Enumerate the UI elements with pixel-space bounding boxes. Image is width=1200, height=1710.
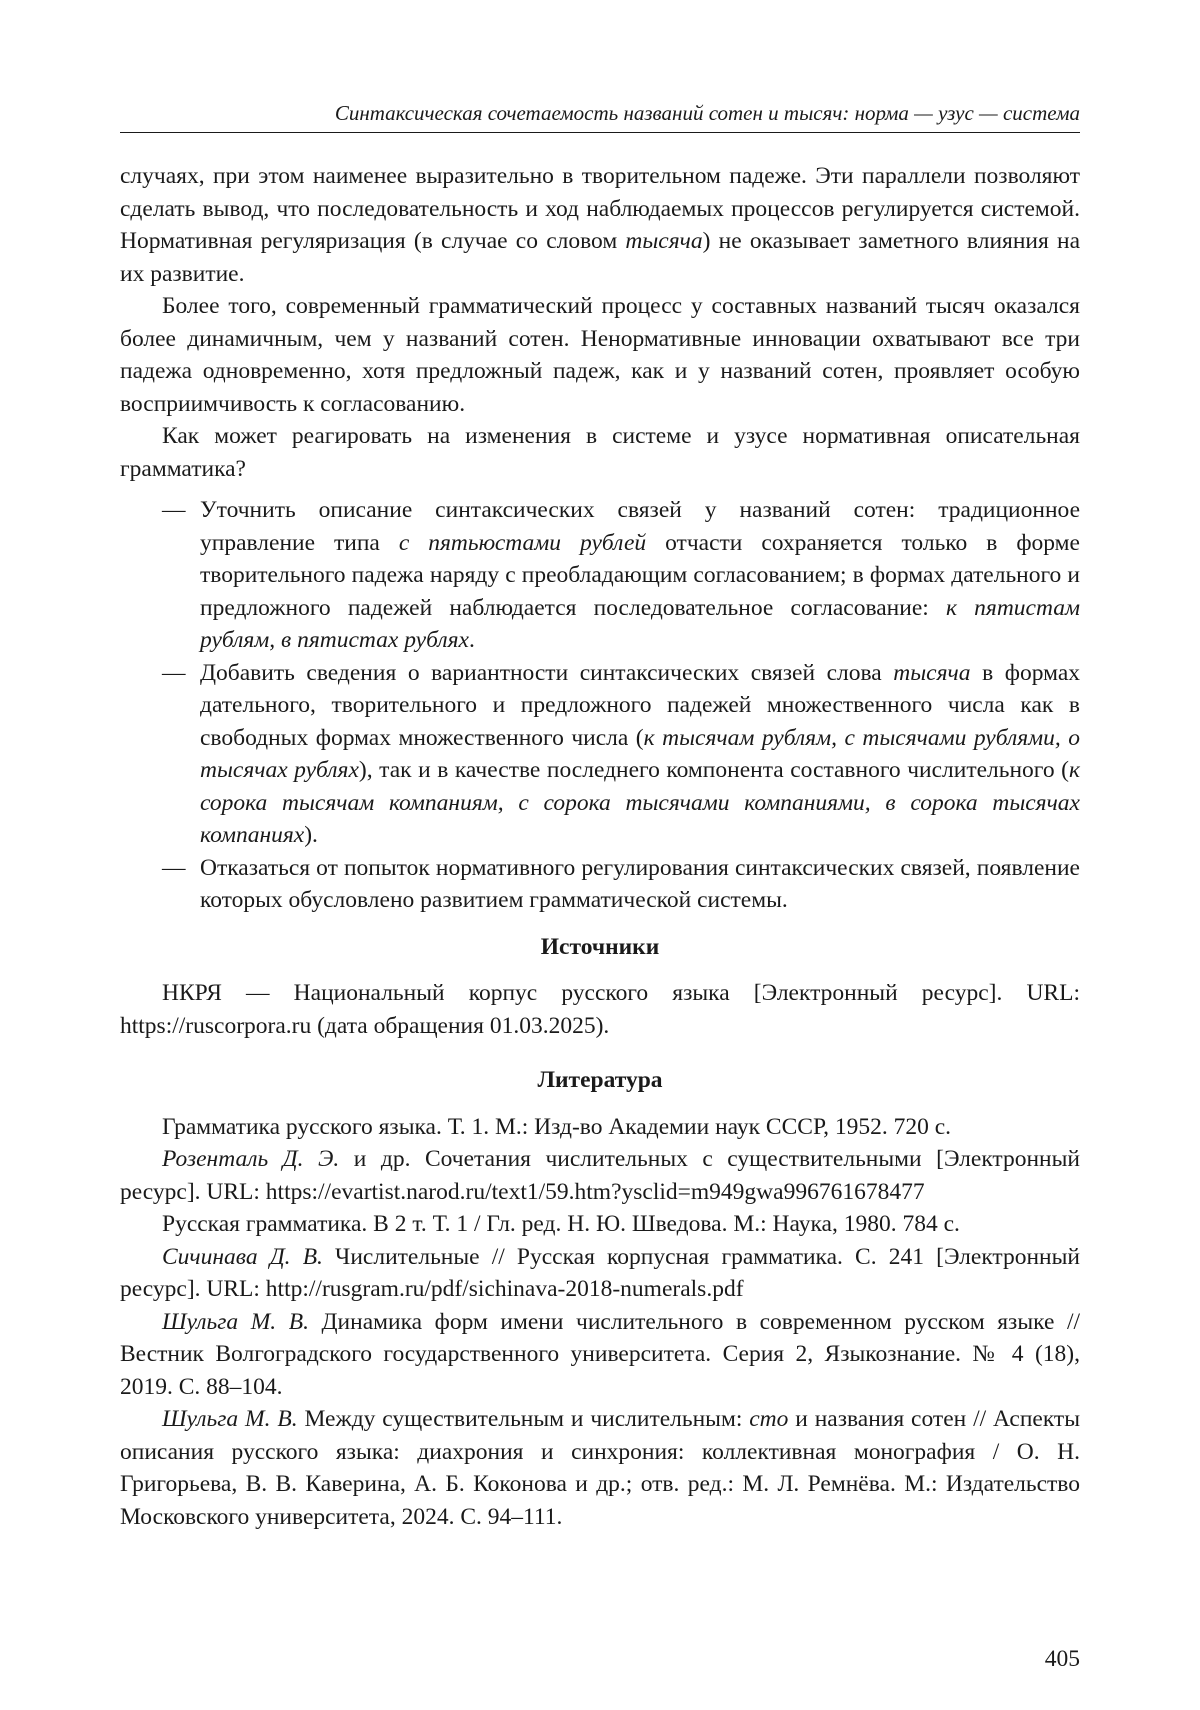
reference-author: Шульга М. В. (162, 1406, 298, 1432)
text-run: ), так и в качестве последнего компонента составного числительного ( (358, 757, 1069, 783)
paragraph (120, 160, 1080, 290)
text-run: . (468, 627, 475, 653)
body-text (120, 160, 1080, 1533)
paragraph: Более того, современный грамматический процесс у составных названий тысяч оказался более динамичным, чем у названий сотен. Ненормативные инновации охватывают все три падежа одновременно, хотя предложный падеж, как и у названий сотен, проявляет особую восприимчивость к согласованию. (120, 293, 1080, 417)
reference-author: Розенталь Д. Э. (162, 1146, 340, 1172)
reference-author: Шульга М. В. (162, 1308, 309, 1335)
text-run: Между существительным и числительным: (297, 1406, 750, 1432)
text-run: отчасти сохраняется только в форме творительного падежа наряду с преобладающим согласованием; в формах дательного и предложного падежей наблюдается последовательное согласование: (200, 529, 1080, 621)
text-run: Отказаться от попыток нормативного регулирования синтаксических связей, появление которых обусловлено развитием грамматической системы. (200, 854, 1080, 913)
italic-example: к сорока тысячам компаниям, с сорока тысячами компаниями, в сорока тысячах компаниях (200, 757, 1080, 848)
text-run: ). (304, 822, 318, 848)
text-run: в формах дательного, творительного и предложного падежей множественного числа как в свободных формах множественного числа ( (200, 659, 1081, 751)
list-item (120, 852, 1080, 917)
dash-marker: — (162, 659, 186, 686)
list-item (120, 494, 1080, 657)
list-item (120, 657, 1080, 852)
page-number: 405 (1044, 1646, 1080, 1672)
text-run: Динамика форм имени числительного в современном русском языке // Вестник Волгоградского государственного университета. Серия 2, Языкознание. № 4 (18), 2019. С. 88–104. (120, 1308, 1080, 1400)
header-rule (120, 132, 1080, 133)
source-entry: НКРЯ — Национальный корпус русского языка [Электронный ресурс]. URL: https://ruscorpora.ru (дата обращения 01.03.2025). (120, 980, 1080, 1039)
text-run: случаях, при этом наименее выразительно в творительном падеже. Эти параллели позволяют сделать вывод, что последовательность и ход наблюдаемых процессов регулируется системой. Нормативная регуляризация (в случае со словом (120, 163, 1080, 254)
reference-entry (120, 1241, 1080, 1306)
running-header: Синтаксическая сочетаемость названий сотен и тысяч: норма — узус — система (334, 101, 1080, 125)
literature-heading: Литература (537, 1067, 663, 1093)
reference-entry: Русская грамматика. В 2 т. Т. 1 / Гл. ред. Н. Ю. Шведова. М.: Наука, 1980. 784 с. (162, 1211, 960, 1237)
italic-example: к тысячам рублям, с тысячами рублями, о тысячах рублях (200, 724, 1080, 783)
recommendation-list (120, 494, 1080, 917)
text-run: и названия сотен // Аспекты описания русского языка: диахрония и синхрония: коллективная монография / О. Н. Григорьева, В. В. Каверина, А. Б. Коконова и др.; отв. ред.: М. Л. Ремнёва. М.: Издательство Московского университета, 2024. С. 94–111. (120, 1406, 1080, 1530)
italic-term: сто (749, 1406, 789, 1432)
dash-marker: — (162, 497, 186, 523)
dash-marker: — (162, 854, 186, 881)
text-run: Уточнить описание синтаксических связей у названий сотен: традиционное управление типа (200, 497, 1080, 556)
text-run: Числительные // Русская корпусная грамматика. С. 241 [Электронный ресурс]. URL: http://rusgram.ru/pdf/sichinava-2018-numerals.pdf (120, 1243, 1080, 1302)
reference-entry (120, 1143, 1080, 1208)
text-run: и др. Сочетания числительных с существительными [Электронный ресурс]. URL: https://evartist.narod.ru/text1/59.htm?ysclid=m949gwa996761678477 (120, 1146, 1080, 1205)
italic-example: с пятьюстами рублей (398, 529, 647, 556)
italic-term: тысяча (893, 659, 971, 686)
paragraph: Как может реагировать на изменения в системе и узусе нормативная описательная грамматика? (120, 423, 1080, 482)
reference-entry: Грамматика русского языка. Т. 1. М.: Изд-во Академии наук СССР, 1952. 720 с. (162, 1113, 952, 1140)
text-run: ) не оказывает заметного влияния на их развитие. (120, 228, 1080, 287)
italic-term: тысяча (625, 228, 703, 254)
sources-heading: Источники (540, 933, 660, 960)
reference-author: Сичинава Д. В. (162, 1243, 323, 1270)
text-run: Добавить сведения о вариантности синтаксических связей слова (200, 659, 894, 686)
reference-entry (120, 1403, 1080, 1533)
reference-entry (120, 1306, 1080, 1404)
italic-example: к пятистам рублям, в пятистах рублях (200, 594, 1080, 653)
